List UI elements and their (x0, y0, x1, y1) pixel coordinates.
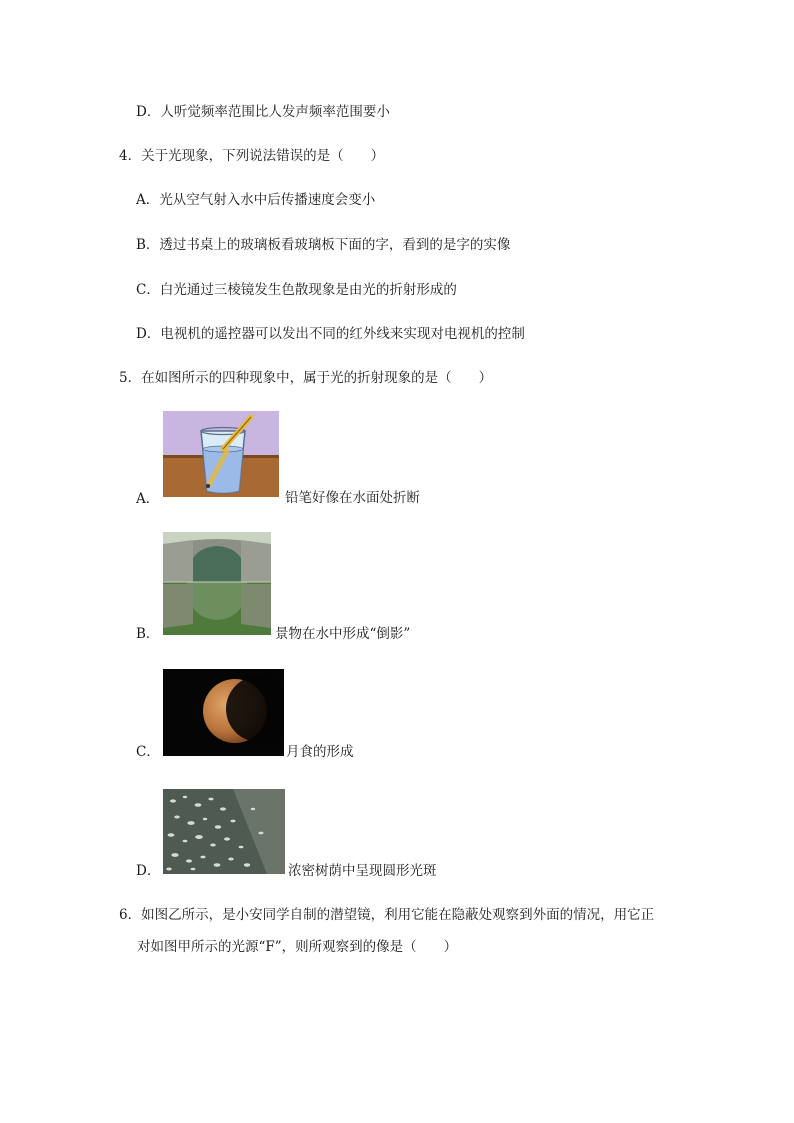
q4-option-c: C．白光通过三棱镜发生色散现象是由光的折射形成的 (136, 282, 457, 298)
q4-stem: 4．关于光现象，下列说法错误的是（ ） (119, 148, 385, 164)
q4-option-a: A．光从空气射入水中后传播速度会变小 (136, 192, 376, 208)
q5-option-b-caption: 景物在水中形成“倒影” (275, 626, 411, 642)
q5-option-b-letter: B． (136, 626, 160, 642)
arch-bridge-reflection-image (163, 532, 271, 635)
q5-option-c-caption: 月食的形成 (286, 744, 354, 760)
q5-option-a-letter: A． (136, 491, 160, 507)
lunar-eclipse-image (163, 669, 284, 756)
q3-option-d: D．人听觉频率范围比人发声频率范围要小 (136, 104, 390, 120)
pencil-in-water-image (163, 411, 279, 497)
q6-stem-line1: 6．如图乙所示，是小安同学自制的潜望镜，利用它能在隐蔽处观察到外面的情况，用它正 (119, 907, 655, 923)
q4-option-d: D．电视机的遥控器可以发出不同的红外线来实现对电视机的控制 (136, 326, 525, 342)
q5-option-c-letter: C． (136, 744, 160, 760)
q5-option-a-caption: 铅笔好像在水面处折断 (285, 490, 420, 506)
light-spots-image (163, 789, 285, 874)
q5-option-d-caption: 浓密树荫中呈现圆形光斑 (288, 863, 437, 879)
q5-stem: 5．在如图所示的四种现象中，属于光的折射现象的是（ ） (119, 370, 493, 386)
q6-stem-line2: 对如图甲所示的光源“F”，则所观察到的像是（ ） (137, 939, 458, 955)
q5-option-d-letter: D． (136, 863, 161, 879)
q4-option-b: B．透过书桌上的玻璃板看玻璃板下面的字，看到的是字的实像 (136, 237, 511, 253)
